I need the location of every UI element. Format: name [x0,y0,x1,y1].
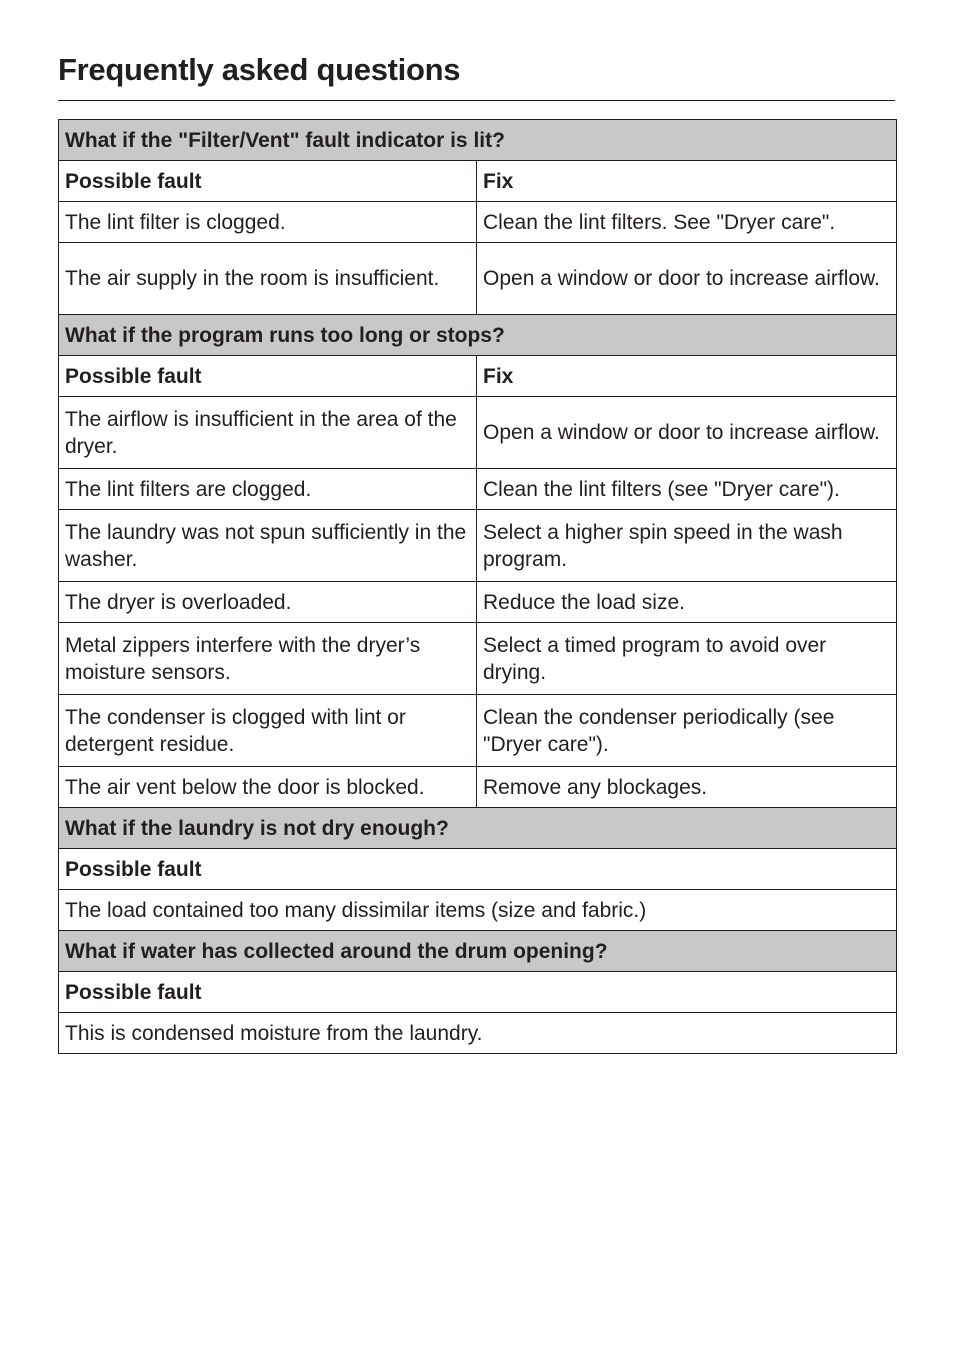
possible-fault-header: Possible fault [59,849,897,890]
section-header [59,808,897,849]
fix-cell: Clean the condenser periodically (see "Dryer care"). [477,695,897,767]
fault-cell: The dryer is overloaded. [59,582,477,623]
table-row [59,623,897,695]
table-row [59,243,897,315]
title-divider [58,100,895,101]
fix-cell: Select a timed program to avoid over drying. [477,623,897,695]
fault-cell: This is condensed moisture from the laundry. [59,1013,897,1054]
section-header [59,120,897,161]
page-title: Frequently asked questions [58,52,461,87]
fault-cell: The load contained too many dissimilar items (size and fabric.) [59,890,897,931]
table-row [59,510,897,582]
possible-fault-header: Possible fault [59,356,477,397]
section-question: What if water has collected around the drum opening? [59,931,897,972]
table-row [59,1013,897,1054]
table-row [59,695,897,767]
section-header [59,315,897,356]
fix-header: Fix [477,161,897,202]
section-question: What if the "Filter/Vent" fault indicator is lit? [59,120,897,161]
fix-cell: Select a higher spin speed in the wash program. [477,510,897,582]
table-row [59,767,897,808]
section-header [59,931,897,972]
table-row [59,202,897,243]
column-header-row [59,356,897,397]
fix-cell: Open a window or door to increase airflow. [477,397,897,469]
fault-cell: The lint filters are clogged. [59,469,477,510]
fault-cell: The air vent below the door is blocked. [59,767,477,808]
fix-cell: Reduce the load size. [477,582,897,623]
fault-cell: The lint filter is clogged. [59,202,477,243]
table-row [59,469,897,510]
fault-cell: The laundry was not spun sufficiently in the washer. [59,510,477,582]
column-header-row [59,849,897,890]
fault-cell: Metal zippers interfere with the dryer’s moisture sensors. [59,623,477,695]
fix-cell: Remove any blockages. [477,767,897,808]
fix-cell: Clean the lint filters. See "Dryer care". [477,202,897,243]
section-question: What if the laundry is not dry enough? [59,808,897,849]
section-question: What if the program runs too long or stops? [59,315,897,356]
faq-table [58,119,897,1054]
fix-cell: Clean the lint filters (see "Dryer care"). [477,469,897,510]
possible-fault-header: Possible fault [59,972,897,1013]
fault-cell: The condenser is clogged with lint or detergent residue. [59,695,477,767]
column-header-row [59,972,897,1013]
fault-cell: The air supply in the room is insufficient. [59,243,477,315]
fix-header: Fix [477,356,897,397]
possible-fault-header: Possible fault [59,161,477,202]
column-header-row [59,161,897,202]
table-row [59,397,897,469]
fault-cell: The airflow is insufficient in the area of the dryer. [59,397,477,469]
table-row [59,582,897,623]
fix-cell: Open a window or door to increase airflow. [477,243,897,315]
table-row [59,890,897,931]
